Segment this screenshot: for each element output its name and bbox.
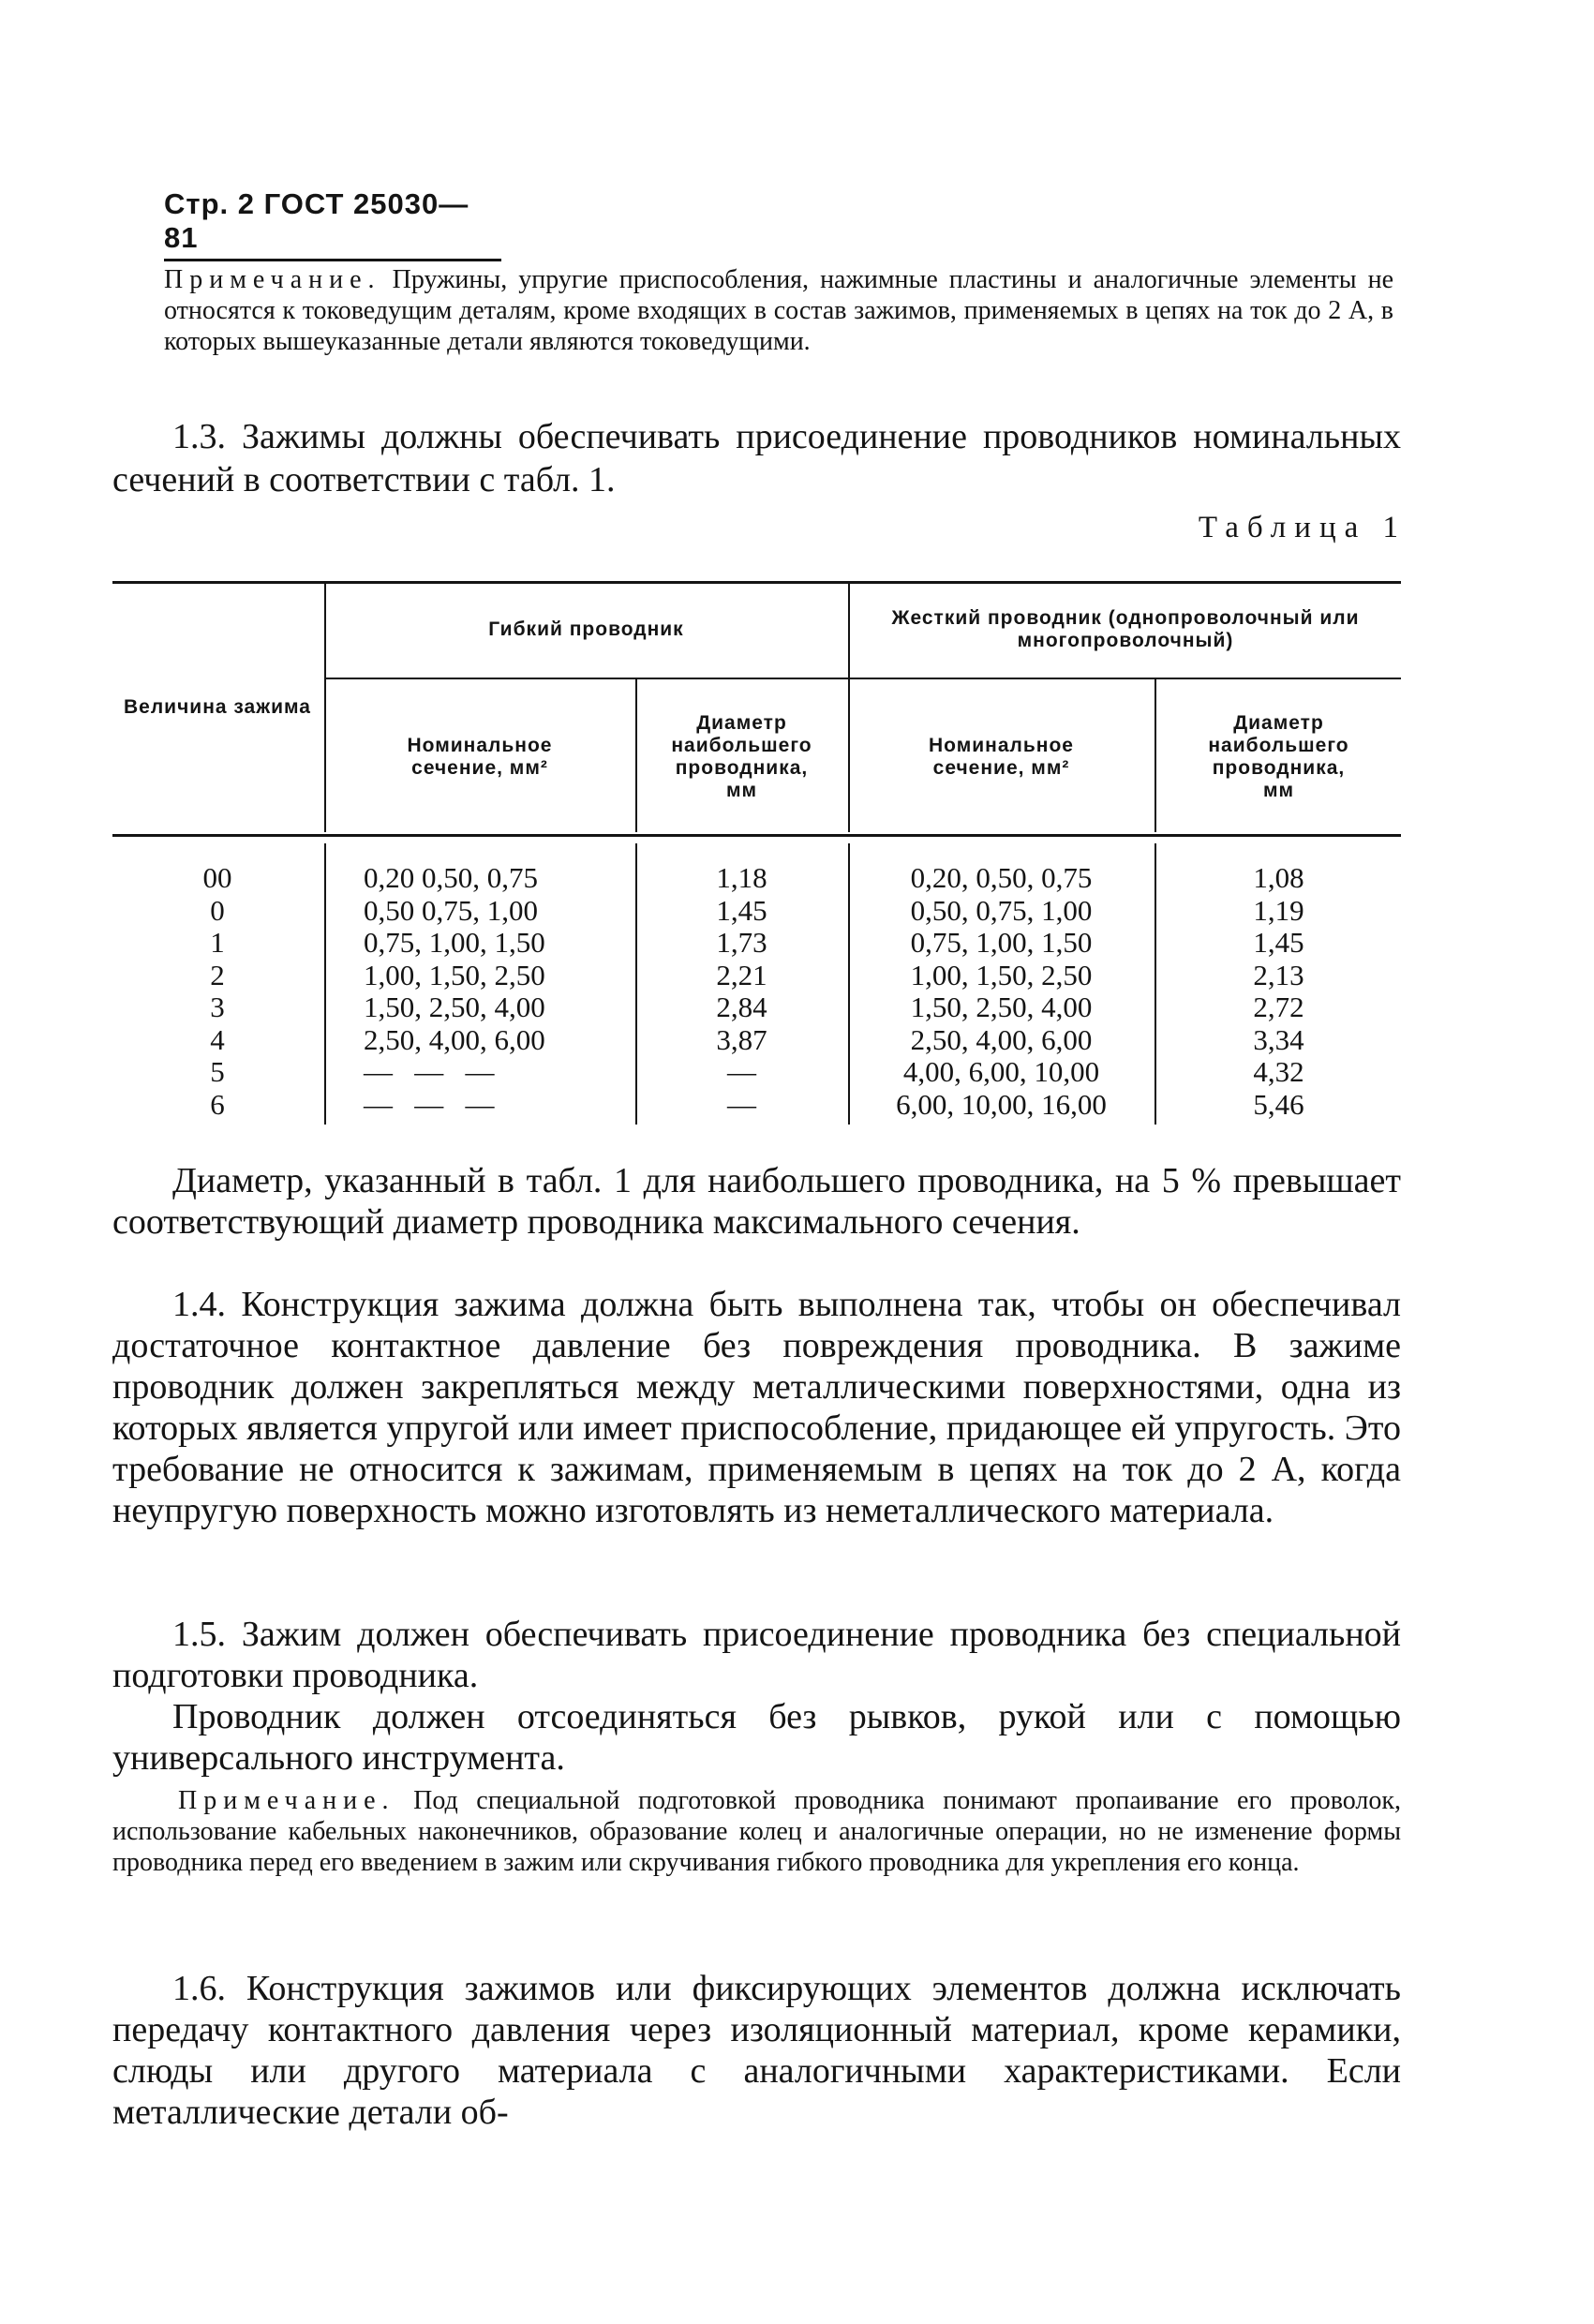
- cell-flex-section: — — —: [364, 1087, 495, 1121]
- cell-size: 6: [210, 1087, 225, 1121]
- cell-flex-diam: 2,84: [716, 991, 767, 1023]
- cell-flex-diam: 2,21: [716, 958, 767, 991]
- clause-1-4: 1.4. Конструкция зажима должна быть выполнена так, чтобы он обеспечивал достаточное контактное давление без повреждения проводника. В зажиме проводник должен закрепляться между металлическими поверхностями, одна из которых является упругой или имеет приспособление, придающее ей упругость. Это требование не относится к зажимам, применяемым в цепях на ток до 2 А, когда неупругую поверхность можно изготовлять из неметаллического материала.: [112, 1285, 1401, 1530]
- header-rigid-diam: Диаметр наибольшего проводника, мм: [1208, 711, 1349, 801]
- note-2: [112, 1785, 1401, 1878]
- cell-size: 2: [210, 958, 225, 991]
- header-flex-diam: Диаметр наибольшего проводника, мм: [671, 711, 812, 801]
- cell-flex-diam: 1,45: [716, 893, 767, 927]
- cell-rigid-section: 0,50, 0,75, 1,00: [910, 893, 1093, 927]
- cell-size: 3: [210, 991, 225, 1023]
- table-1: [112, 581, 1401, 1125]
- header-flexible: Гибкий проводник: [488, 618, 684, 640]
- cell-flex-diam: —: [727, 1055, 756, 1088]
- header-rigid: Жесткий проводник (однопроволочный или многопроволочный): [891, 606, 1360, 651]
- clause-1-3: 1.3. Зажимы должны обеспечивать присоединение проводников номинальных сечений в соответствии с табл. 1.: [112, 417, 1401, 499]
- cell-flex-section: 0,20 0,50, 0,75: [364, 861, 538, 894]
- table-caption: Таблица 1: [1198, 511, 1407, 544]
- cell-flex-section: — — —: [364, 1055, 495, 1088]
- cell-rigid-diam: 2,72: [1253, 991, 1304, 1023]
- cell-size: 1: [210, 926, 225, 959]
- cell-flex-section: 0,75, 1,00, 1,50: [364, 926, 545, 959]
- cell-rigid-section: 1,50, 2,50, 4,00: [910, 991, 1093, 1023]
- note-1-text: Пружины, упругие приспособления, нажимные пластины и аналогичные элементы не относятся к токоведущим деталям, кроме входящих в состав зажимов, применяемых в цепях на ток до 2 А, в которых вышеуказанные детали являются токоведущими.: [164, 265, 1394, 356]
- header-rigid-section: Номинальное сечение, мм²: [929, 734, 1074, 779]
- cell-size: 00: [202, 861, 232, 894]
- column-rigid-diam: [1156, 862, 1401, 1121]
- column-rigid-section: [850, 862, 1153, 1121]
- cell-rigid-diam: 1,19: [1253, 893, 1304, 927]
- note-1-lead: Примечание.: [164, 265, 381, 294]
- cell-rigid-diam: 3,34: [1253, 1022, 1304, 1056]
- clause-1-6: 1.6. Конструкция зажимов или фиксирующих элементов должна исключать передачу контактного давления через изоляционный материал, кроме керамики, слюды или другого материала с аналогичными характеристиками. Если металлические детали об-: [112, 1969, 1401, 2132]
- cell-flex-diam: 1,73: [716, 926, 767, 959]
- cell-rigid-section: 6,00, 10,00, 16,00: [896, 1087, 1107, 1121]
- note-2-lead: Примечание.: [178, 1786, 395, 1815]
- cell-size: 5: [210, 1055, 225, 1088]
- cell-size: 4: [210, 1022, 225, 1056]
- header-flex-section: Номинальное сечение, мм²: [407, 734, 553, 779]
- column-flex-diam: [637, 862, 846, 1121]
- cell-rigid-section: 1,00, 1,50, 2,50: [910, 958, 1093, 991]
- column-size: [112, 862, 322, 1121]
- cell-rigid-section: 0,75, 1,00, 1,50: [910, 926, 1093, 959]
- paragraph-disconnect: Проводник должен отсоединяться без рывков, рукой или с помощью универсального инструмента.: [112, 1697, 1401, 1778]
- cell-rigid-diam: 2,13: [1253, 958, 1304, 991]
- cell-flex-diam: 3,87: [716, 1022, 767, 1056]
- note-2-text: Под специальной подготовкой проводника понимают пропаивание его проволок, использование кабельных наконечников, образование колец и аналогичные операции, но не изменение формы проводника перед его введением в зажим или скручивания гибкого проводника для укрепления его конца.: [112, 1786, 1402, 1877]
- cell-size: 0: [210, 893, 225, 927]
- cell-flex-diam: 1,18: [716, 861, 767, 894]
- page-header: Стр. 2 ГОСТ 25030—81: [164, 187, 501, 261]
- cell-rigid-diam: 5,46: [1253, 1087, 1304, 1121]
- cell-rigid-diam: 1,45: [1253, 926, 1304, 959]
- cell-rigid-section: 0,20, 0,50, 0,75: [910, 861, 1093, 894]
- column-flex-section: [364, 862, 635, 1121]
- cell-flex-section: 1,00, 1,50, 2,50: [364, 958, 545, 991]
- cell-flex-section: 1,50, 2,50, 4,00: [364, 991, 545, 1023]
- note-1: [164, 264, 1393, 357]
- cell-flex-section: 2,50, 4,00, 6,00: [364, 1022, 545, 1056]
- cell-rigid-section: 2,50, 4,00, 6,00: [910, 1022, 1093, 1056]
- clause-1-5: 1.5. Зажим должен обеспечивать присоединение проводника без специальной подготовки проводника.: [112, 1615, 1401, 1695]
- cell-rigid-section: 4,00, 6,00, 10,00: [902, 1055, 1100, 1088]
- cell-flex-section: 0,50 0,75, 1,00: [364, 893, 538, 927]
- cell-flex-diam: —: [727, 1087, 756, 1121]
- paragraph-diameter: Диаметр, указанный в табл. 1 для наибольшего проводника, на 5 % превышает соответствующий диаметр проводника максимального сечения.: [112, 1161, 1401, 1242]
- cell-rigid-diam: 4,32: [1253, 1055, 1304, 1088]
- table-header-bottom-rule: [112, 834, 1401, 837]
- header-size: Величина зажима: [124, 696, 311, 718]
- cell-rigid-diam: 1,08: [1253, 861, 1304, 894]
- table-body-vline-1: [324, 843, 326, 1125]
